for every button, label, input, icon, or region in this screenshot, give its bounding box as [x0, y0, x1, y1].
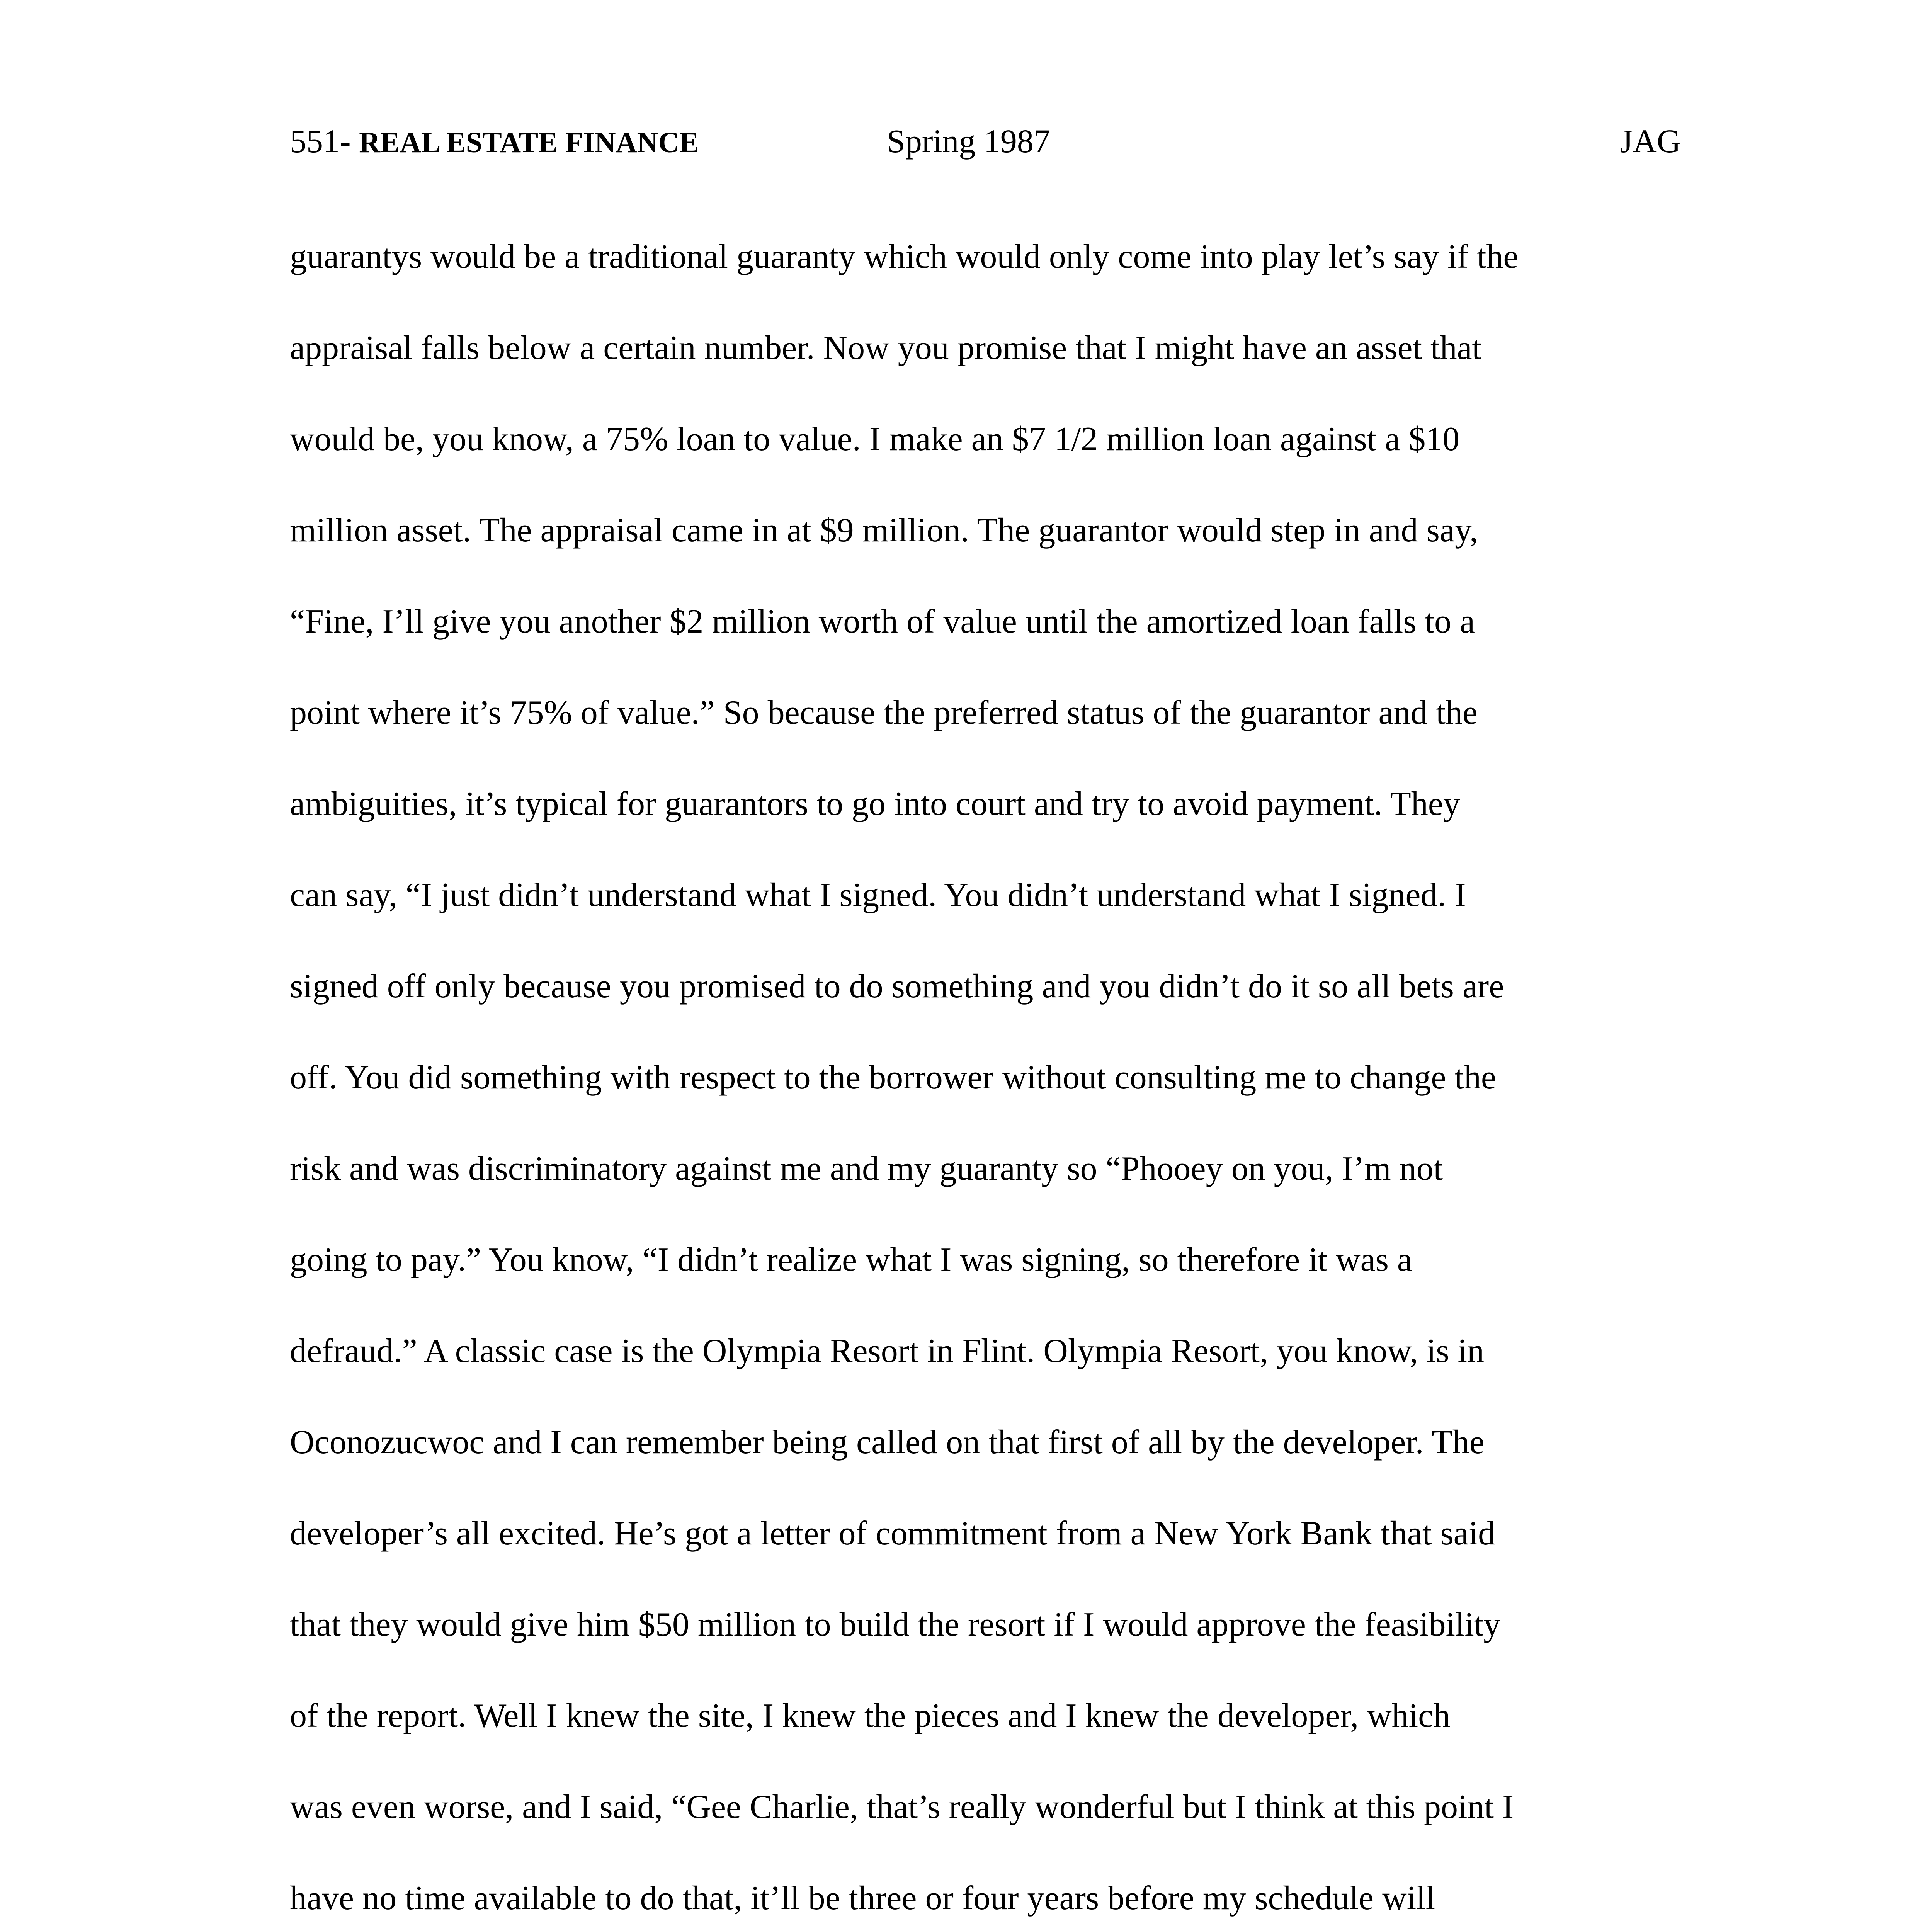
course-title: REAL ESTATE FINANCE: [359, 126, 699, 159]
text-line: Oconozucwoc and I can remember being called on that first of all by the developer. The: [290, 1423, 1485, 1461]
text-line: risk and was discriminatory against me and my guaranty so “Phooey on you, I’m not: [290, 1150, 1443, 1187]
text-line: of the report. Well I knew the site, I knew the pieces and I knew the developer, which: [290, 1697, 1451, 1735]
term-label: Spring 1987: [887, 122, 1050, 160]
text-line: was even worse, and I said, “Gee Charlie, that’s really wonderful but I think at this point I: [290, 1788, 1514, 1826]
course-number: 551-: [290, 122, 351, 160]
text-line: can say, “I just didn’t understand what I signed. You didn’t understand what I signed. I: [290, 876, 1466, 914]
text-line: signed off only because you promised to do something and you didn’t do it so all bets are: [290, 968, 1504, 1005]
text-line: off. You did something with respect to the borrower without consulting me to change the: [290, 1059, 1496, 1096]
text-line: defraud.” A classic case is the Olympia Resort in Flint. Olympia Resort, you know, is in: [290, 1332, 1484, 1370]
text-line: have no time available to do that, it’ll be three or four years before my schedule will: [290, 1879, 1435, 1917]
transcript-body: [290, 228, 1681, 1932]
text-line: million asset. The appraisal came in at $9 million. The guarantor would step in and say,: [290, 512, 1478, 549]
text-line: developer’s all excited. He’s got a letter of commitment from a New York Bank that said: [290, 1515, 1495, 1552]
text-line: “Fine, I’ll give you another $2 million worth of value until the amortized loan falls to a: [290, 603, 1475, 640]
text-line: going to pay.” You know, “I didn’t realize what I was signing, so therefore it was a: [290, 1241, 1412, 1279]
text-line: point where it’s 75% of value.” So because the preferred status of the guarantor and the: [290, 694, 1478, 731]
text-line: appraisal falls below a certain number. Now you promise that I might have an asset that: [290, 329, 1481, 367]
text-line: that they would give him $50 million to build the resort if I would approve the feasibility: [290, 1606, 1501, 1643]
course-heading: [290, 116, 699, 168]
text-line: would be, you know, a 75% loan to value. I make an $7 1/2 million loan against a $10: [290, 420, 1460, 458]
text-line: ambiguities, it’s typical for guarantors to go into court and try to avoid payment. They: [290, 785, 1460, 823]
author-initials: JAG: [1620, 122, 1681, 160]
page-header: [290, 116, 1681, 166]
text-line: guarantys would be a traditional guaranty which would only come into play let’s say if the: [290, 238, 1519, 276]
